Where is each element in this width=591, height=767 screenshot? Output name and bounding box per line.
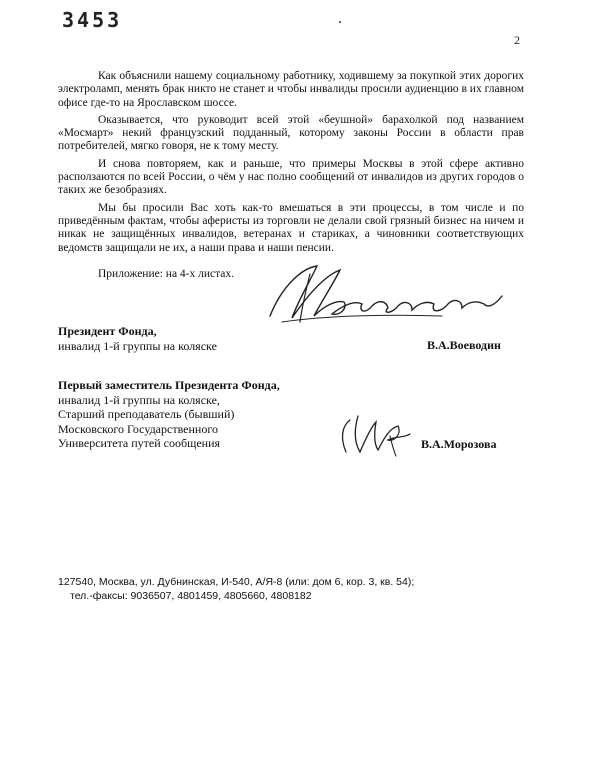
signatory-name: В.А.Воеводин <box>427 338 501 352</box>
signatory-line: Московского Государственного <box>58 421 218 436</box>
signatory-name: В.А.Морозова <box>421 437 497 451</box>
deputy-signature <box>332 408 422 458</box>
attachment-note: Приложение: на 4-х листах. <box>98 268 235 280</box>
handwritten-number: 3453 <box>62 8 123 32</box>
scan-dot <box>339 21 341 23</box>
signatory-line: Университета путей сообщения <box>58 436 221 450</box>
paragraph: Мы бы просили Вас хоть как-то вмешаться в эти процессы, в том числе и по приведённым фактам, чтобы аферисты из торговли не делали свой грязный бизнес на ничем и никак не защищённых инвалидов, ветеранах и стариках, а чиновники соответствующих ведомств защищали не их, а наши права и наши пенсии. <box>58 201 524 254</box>
postal-address: 127540, Москва, ул. Дубнинская, И-540, А/Я-8 (или: дом 6, кор. 3, кв. 54); <box>58 576 415 588</box>
paragraph: Как объяснили нашему социальному работнику, ходившему за покупкой этих дорогих электроламп, менять брак никто не станет и чтобы инвалиды просили аудиенцию в их главном офисе где-то на Ярославском шоссе. <box>58 70 524 109</box>
signatory-title: Первый заместитель Президента Фонда, <box>58 378 280 392</box>
page-number: 2 <box>514 33 520 47</box>
paragraph: Оказывается, что руководит всей этой «беушной» барахолкой под названием «Мосмарт» некий французский подданный, которому законы России в области прав потребителей, мягко говоря, не к тому месту. <box>58 113 524 153</box>
signatory-line: инвалид 1-й группы на коляске, <box>58 392 220 407</box>
signatory-line: инвалид 1-й группы на коляске <box>58 338 217 353</box>
signatory-line: Старший преподаватель (бывший) <box>58 407 235 421</box>
letter-body <box>58 70 524 259</box>
signatory-title: Президент Фонда, <box>58 324 157 338</box>
president-signature-block <box>58 324 217 353</box>
president-signature <box>262 256 522 336</box>
phone-fax-numbers: тел.-факсы: 9036507, 4801459, 4805660, 4808182 <box>70 589 312 602</box>
deputy-signature-block <box>58 378 280 451</box>
footer-address <box>58 576 414 603</box>
paragraph: И снова повторяем, как и раньше, что примеры Москвы в этой сфере активно расползаются по всей России, о чём у нас полно сообщений от инвалидов из других городов о таких же безобразиях. <box>58 157 524 197</box>
